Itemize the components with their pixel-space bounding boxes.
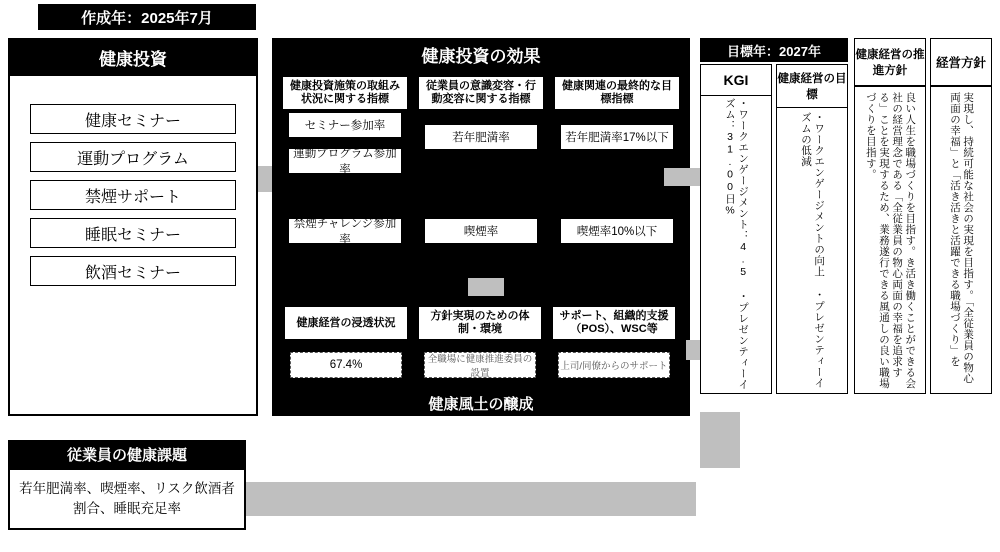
- policy-text: 良い人生を職場づくりを目指す。き活き働くことができる会社の経営理念である「全従業員の物心両面の幸福を追求する」ことを実現するため、業務遂行できる風通しの良い職場づくりを目指す。: [864, 92, 917, 389]
- creation-year-banner: 作成年：2025年7月: [38, 4, 256, 30]
- arrow-right-icon-2: [664, 168, 704, 186]
- effects-col2-header: 従業員の意識変容・行動変容に関する指標: [418, 76, 544, 110]
- arrow-up-icon-2: [700, 412, 740, 468]
- investment-item-3[interactable]: 禁煙サポート: [30, 180, 236, 210]
- culture-col2-value: 全職場に健康推進委員の設置: [424, 352, 536, 378]
- culture-col2-header: 方針実現のための体制・環境: [418, 306, 542, 340]
- effects-col3-header: 健康関連の最終的な目標指標: [554, 76, 680, 110]
- culture-col3-header: サポート、組織的支援（POS）、WSC等: [552, 306, 676, 340]
- effects-col1-metric-2: 運動プログラム参加率: [288, 148, 402, 174]
- effects-col2-metric-1: 若年肥満率: [424, 124, 538, 150]
- management-text: 実現し、持続可能な社会の実現を目指す。「全従業員の物心両面の幸福」と「活き活きと活躍できる職場づくり」を: [949, 92, 975, 384]
- investment-item-4[interactable]: 睡眠セミナー: [30, 218, 236, 248]
- culture-title: 健康風土の醸成: [272, 390, 690, 416]
- kgi-text: ・ワークエンゲージメント：4.5 ・プレゼンティーイズム：31.00日%: [724, 98, 750, 390]
- investment-title: 健康投資: [8, 38, 258, 76]
- management-header: 経営方針: [930, 38, 992, 86]
- culture-col3-value: 上司/同僚からのサポート: [558, 352, 670, 378]
- effects-col3-metric-2: 喫煙率10%以下: [560, 218, 674, 244]
- management-text-wrap: [932, 92, 990, 390]
- kenko-goal-header: 健康経営の目標: [776, 64, 848, 108]
- kenko-goal-text-wrap: [778, 112, 846, 390]
- kenko-goal-text: ・ワークエンゲージメントの向上 ・プレゼンティーイズムの低減: [800, 112, 826, 389]
- effects-col1-header: 健康投資施策の取組み状況に関する指標: [282, 76, 408, 110]
- investment-item-1[interactable]: 健康セミナー: [30, 104, 236, 134]
- culture-col1-value: 67.4%: [290, 352, 402, 378]
- effects-col3-metric-1: 若年肥満率17%以下: [560, 124, 674, 150]
- effects-col1-metric-3: 禁煙チャレンジ参加率: [288, 218, 402, 244]
- investment-item-2[interactable]: 運動プログラム: [30, 142, 236, 172]
- policy-header: 健康経営の推進方針: [854, 38, 926, 86]
- culture-col1-header: 健康経営の浸透状況: [284, 306, 408, 340]
- goal-year-banner: 目標年：2027年: [700, 38, 848, 62]
- arrow-left-icon: [246, 482, 696, 516]
- kgi-header: KGI: [700, 64, 772, 96]
- issues-text: 若年肥満率、喫煙率、リスク飲酒者割合、睡眠充足率: [8, 468, 246, 530]
- effects-col2-metric-2: 喫煙率: [424, 218, 538, 244]
- policy-text-wrap: [856, 92, 924, 390]
- investment-item-5[interactable]: 飲酒セミナー: [30, 256, 236, 286]
- kgi-text-wrap: [702, 98, 770, 390]
- effects-col1-metric-1: セミナー参加率: [288, 112, 402, 138]
- effects-title: 健康投資の効果: [272, 38, 690, 70]
- issues-title: 従業員の健康課題: [8, 440, 246, 468]
